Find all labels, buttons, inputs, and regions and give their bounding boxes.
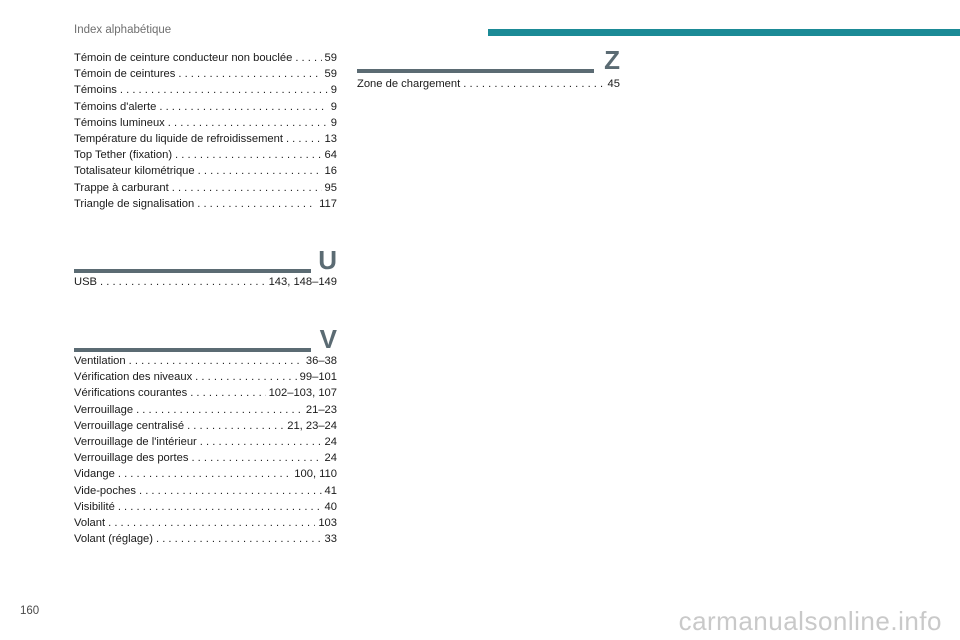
index-entry-page: 9 xyxy=(330,84,337,97)
index-entry[interactable] xyxy=(74,450,337,466)
index-entry[interactable] xyxy=(74,82,337,98)
index-entry-page: 102–103, 107 xyxy=(268,387,337,400)
section-heading-u xyxy=(74,243,337,277)
index-entry[interactable] xyxy=(74,163,337,179)
index-entry[interactable] xyxy=(74,385,337,401)
index-entry[interactable] xyxy=(74,50,337,66)
index-entry-page: 95 xyxy=(324,181,337,194)
index-entry-page: 13 xyxy=(324,133,337,146)
index-entry-label: Vérification des niveaux xyxy=(74,371,193,384)
index-entry-page: 16 xyxy=(324,165,337,178)
index-entry-page: 36–38 xyxy=(305,355,337,367)
index-entry-label: Témoins lumineux xyxy=(74,116,165,129)
index-entry[interactable] xyxy=(74,147,337,163)
index-list-v xyxy=(74,353,337,547)
section-letter: Z xyxy=(604,45,620,75)
index-entry-label: Verrouillage de l'intérieur xyxy=(74,436,197,449)
index-entry-label: Top Tether (fixation) xyxy=(74,149,173,162)
index-entry-page: 24 xyxy=(324,452,337,465)
index-entry-page: 143, 148–149 xyxy=(268,276,337,288)
header-accent-bar xyxy=(488,29,960,36)
index-entry-label: Témoin de ceintures xyxy=(74,68,176,81)
index-entry-page: 100, 110 xyxy=(294,468,337,481)
section-heading-z xyxy=(357,43,620,77)
index-entry[interactable] xyxy=(74,353,337,369)
index-entry-page: 103 xyxy=(318,517,337,530)
index-entry-page: 59 xyxy=(324,68,337,81)
index-entry-page: 99–101 xyxy=(299,371,337,384)
index-entry[interactable] xyxy=(74,115,337,131)
index-entry[interactable] xyxy=(74,66,337,82)
index-entry-label: Vérifications courantes xyxy=(74,387,188,400)
index-entry-page: 40 xyxy=(324,500,337,513)
index-entry-label: Visibilité xyxy=(74,500,115,513)
index-entry-label: Verrouillage des portes xyxy=(74,452,189,465)
index-entry[interactable] xyxy=(74,515,337,531)
index-entry[interactable] xyxy=(357,76,620,92)
section-rule xyxy=(357,69,594,73)
index-entry-page: 64 xyxy=(324,149,337,162)
index-entry[interactable] xyxy=(74,369,337,385)
page-number: 160 xyxy=(20,605,40,617)
index-entry[interactable] xyxy=(74,196,337,212)
index-entry-page: 21–23 xyxy=(305,403,337,416)
index-entry[interactable] xyxy=(74,402,337,418)
index-entry-label: Verrouillage xyxy=(74,403,134,416)
section-heading-v xyxy=(74,322,337,356)
index-entry-page: 9 xyxy=(330,100,337,113)
page-header-title: Index alphabétique xyxy=(74,24,172,36)
index-entry-label: Volant xyxy=(74,517,106,530)
section-letter: U xyxy=(318,245,337,275)
index-entry[interactable] xyxy=(74,434,337,450)
index-entry[interactable] xyxy=(74,483,337,499)
index-entry[interactable] xyxy=(74,466,337,482)
index-entry[interactable] xyxy=(74,180,337,196)
index-entry-label: Température du liquide de refroidissement xyxy=(74,133,283,146)
index-entry-label: Vidange xyxy=(74,468,115,481)
index-entry-label: Volant (réglage) xyxy=(74,533,153,546)
index-list-z xyxy=(357,76,620,92)
index-entry[interactable] xyxy=(74,531,337,547)
index-entry-page: 45 xyxy=(607,78,620,90)
index-entry-label: Trappe à carburant xyxy=(74,181,169,194)
index-entry-page: 33 xyxy=(324,533,337,546)
index-entry-label: Ventilation xyxy=(74,355,126,367)
index-entry[interactable] xyxy=(74,99,337,115)
index-entry-page: 24 xyxy=(324,436,337,449)
watermark-text: carmanualsonline.info xyxy=(678,606,942,636)
index-entry-label: Totalisateur kilométrique xyxy=(74,165,195,178)
index-entry-label: Verrouillage centralisé xyxy=(74,419,185,432)
index-entry-page: 9 xyxy=(330,116,337,129)
index-entry[interactable] xyxy=(74,418,337,434)
section-rule xyxy=(74,269,311,273)
index-entry-page: 21, 23–24 xyxy=(287,419,337,432)
index-entry-label: USB xyxy=(74,276,98,288)
index-list-u xyxy=(74,274,337,290)
index-entry-page: 59 xyxy=(324,52,337,64)
section-rule xyxy=(74,348,311,352)
index-entry-page: 41 xyxy=(324,484,337,497)
index-entry[interactable] xyxy=(74,274,337,290)
index-entry[interactable] xyxy=(74,499,337,515)
section-letter: V xyxy=(319,324,337,354)
index-entry-label: Triangle de signalisation xyxy=(74,197,195,210)
index-entry-label: Témoins xyxy=(74,84,117,97)
index-entry-page: 117 xyxy=(319,197,337,210)
index-entry-label: Témoin de ceinture conducteur non bouclée xyxy=(74,52,293,64)
index-entry-label: Vide-poches xyxy=(74,484,136,497)
index-entry-label: Zone de chargement xyxy=(357,78,461,90)
index-entry-label: Témoins d'alerte xyxy=(74,100,157,113)
index-entry[interactable] xyxy=(74,131,337,147)
index-list-t xyxy=(74,50,337,212)
